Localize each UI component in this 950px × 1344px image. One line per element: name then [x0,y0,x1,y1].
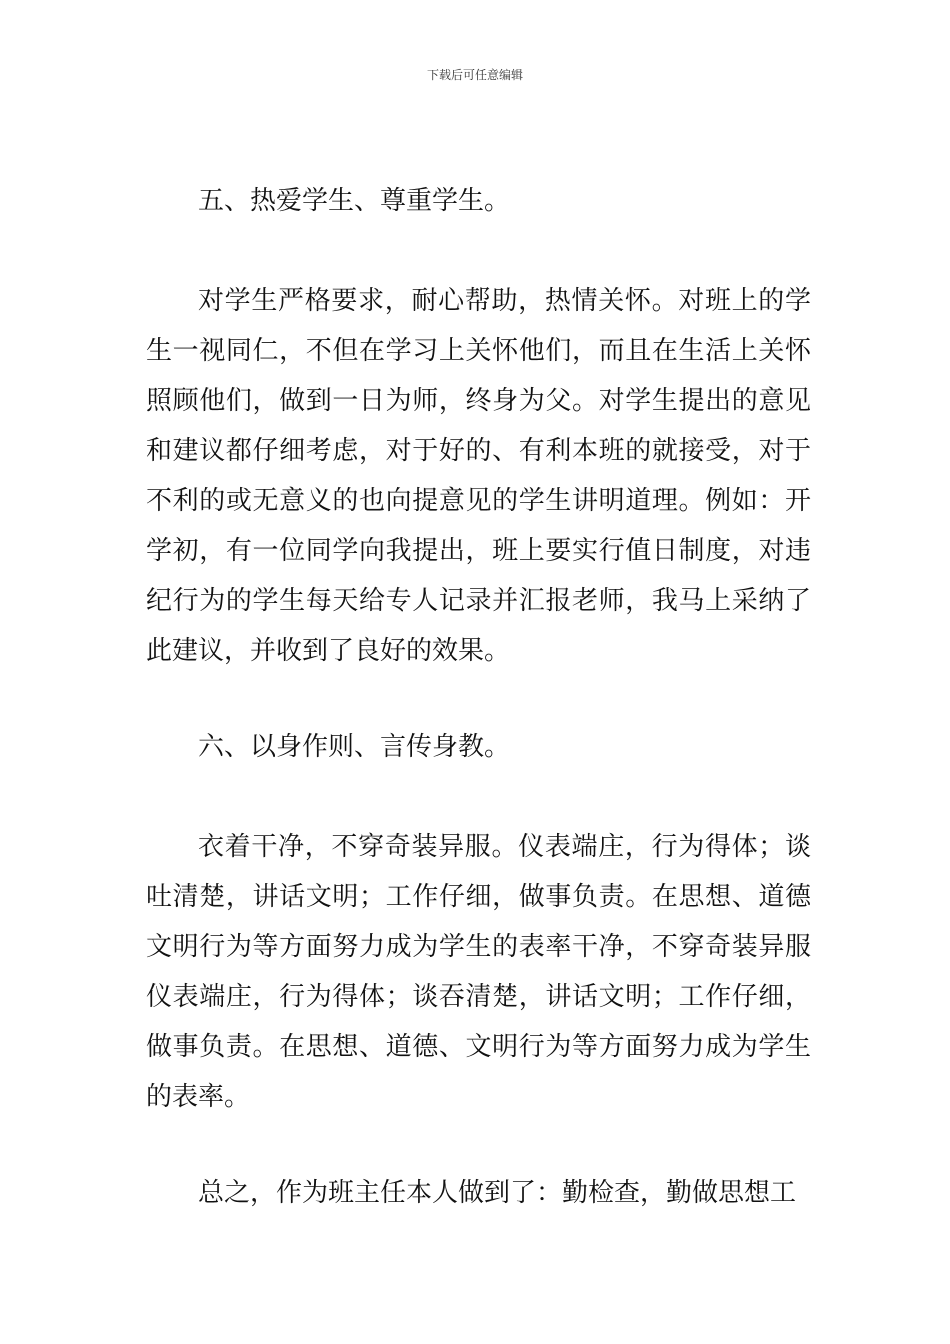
page-header: 下载后可任意编辑 [426,68,523,82]
section-heading-6: 六、以身作则、言传身教。 [198,732,511,762]
summary-paragraph: 总之，作为班主任本人做到了：勤检查，勤做思想工 [198,1178,797,1208]
section-paragraph-5: 对学生严格要求，耐心帮助，热情关怀。对班上的学生一视同仁，不但在学习上关怀他们，而且在生活上关怀照顾他们，做到一日为师，终身为父。对学生提出的意见和建议都仔细考虑，对于好的、有利本班的就接受，对于不利的或无意义的也向提意见的学生讲明道理。例如：开学初，有一位同学向我提出，班上要实行值日制度，对违纪行为的学生每天给专人记录并汇报老师，我马上采纳了此建议，并收到了良好的效果。 [146,286,811,666]
section-heading-5: 五、热爱学生、尊重学生。 [198,186,511,216]
section-paragraph-6: 衣着干净，不穿奇装异服。仪表端庄，行为得体；谈吐清楚，讲话文明；工作仔细，做事负责。在思想、道德文明行为等方面努力成为学生的表率干净，不穿奇装异服仪表端庄，行为得体；谈吞清楚，讲话文明；工作仔细，做事负责。在思想、道德、文明行为等方面努力成为学生的表率。 [146,832,811,1112]
